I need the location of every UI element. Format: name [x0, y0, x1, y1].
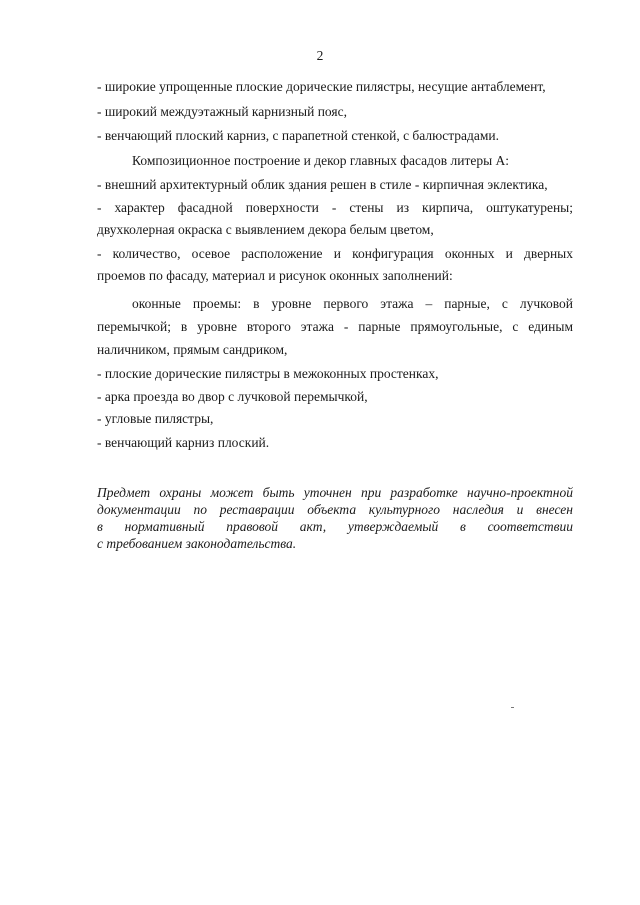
list-item: - широкие упрощенные плоские дорические пилястры, несущие антаблемент,: [97, 79, 546, 94]
note-line: в нормативный правовой акт, утверждаемый в соответствии: [97, 519, 573, 534]
list-item: - широкий междуэтажный карнизный пояс,: [97, 104, 347, 119]
list-item: - угловые пилястры,: [97, 411, 214, 426]
section-heading: Композиционное построение и декор главных фасадов литеры А:: [132, 153, 510, 168]
note-line: с требованием законодательства.: [97, 536, 297, 551]
note-line: документации по реставрации объекта культурного наследия и внесен: [97, 502, 573, 517]
paragraph-line: оконные проемы: в уровне первого этажа – парные, с лучковой: [132, 296, 573, 311]
paragraph-line: проемов по фасаду, материал и рисунок оконных заполнений:: [97, 268, 453, 283]
list-item: - арка проезда во двор с лучковой перемычкой,: [97, 389, 368, 404]
scan-speck: [511, 707, 514, 708]
list-item: - внешний архитектурный облик здания решен в стиле - кирпичная эклектика,: [97, 177, 548, 192]
paragraph-line: наличником, прямым сандриком,: [97, 342, 288, 357]
list-item: - плоские дорические пилястры в межоконных простенках,: [97, 366, 439, 381]
list-item: - количество, осевое расположение и конфигурация оконных и дверных: [97, 246, 573, 261]
page-number: 2: [316, 48, 324, 63]
list-item: - венчающий карниз плоский.: [97, 435, 270, 450]
paragraph-line: перемычкой; в уровне второго этажа - парные прямоугольные, с единым: [97, 319, 573, 334]
paragraph-line: двухколерная окраска с выявлением декора белым цветом,: [97, 222, 434, 237]
list-item: - венчающий плоский карниз, с парапетной стенкой, с балюстрадами.: [97, 128, 500, 143]
list-item: - характер фасадной поверхности - стены из кирпича, оштукатурены;: [97, 200, 573, 215]
note-line: Предмет охраны может быть уточнен при разработке научно-проектной: [97, 485, 573, 500]
